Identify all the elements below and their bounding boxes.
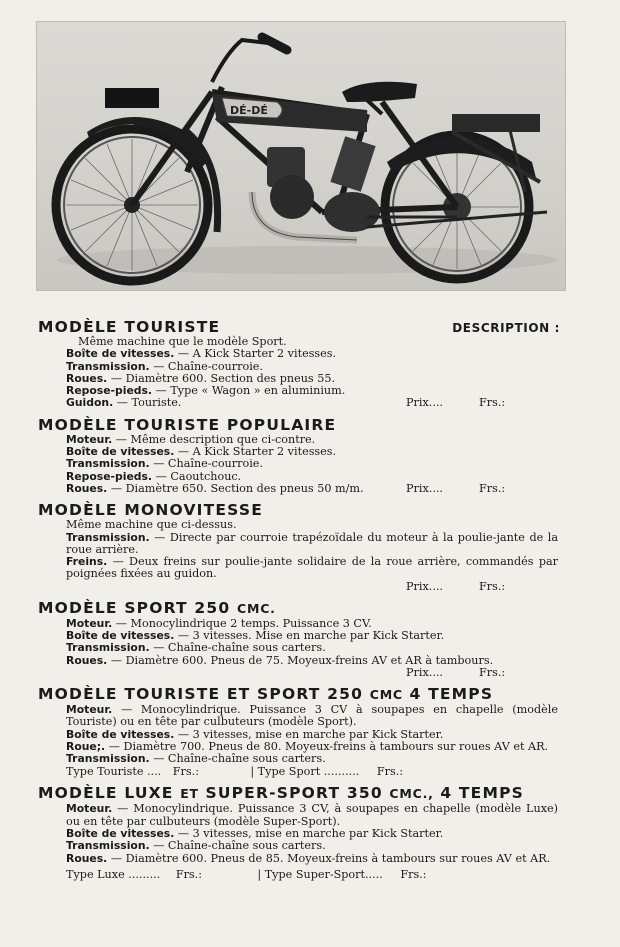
spec-line: Roues. — Diamètre 650. Section des pneus 50 m/m. Prix.... Frs.: [66,481,506,495]
spec-line: Boîte de vitesses. — 3 vitesses, mise en marche par Kick Starter. [66,727,444,741]
spec-line: Roues. — Diamètre 600. Pneus de 75. Moyeux-freins AV et AR à tambours. [66,653,494,667]
frs-label: Frs.: [172,765,199,779]
spec-line: Transmission. — Directe par courroie trapézoïdale du moteur à la poulie-jante de la roue arrière. [66,530,558,556]
model-populaire-title: MODÈLE TOURISTE POPULAIRE [38,415,337,434]
spec-line: Moteur. — Monocylindrique 2 temps. Puissance 3 CV. [66,616,372,630]
price-field: Prix.... Frs.: [406,481,506,495]
motorcycle-photo [36,21,566,291]
model-luxe-title: MODÈLE LUXE ET SUPER-SPORT 350 CMC., 4 TEMPS [38,784,525,803]
spec-line: Roues. — Diamètre 600. Section des pneus 55. [66,371,336,385]
spec-line: Repose-pieds. — Caoutchouc. [66,469,242,483]
spec-line: Transmission. — Chaîne-chaîne sous carters. [66,839,326,853]
spec-line: Roue;. — Diamètre 700. Pneus de 80. Moyeux-freins à tambours sur roues AV et AR. [66,739,549,753]
spec-line: Roues. — Diamètre 600. Pneus de 85. Moyeux-freins à tambours sur roues AV et AR. [66,851,551,865]
spec-line: Transmission. — Chaîne-chaîne sous carters. [66,752,326,766]
frs-label: Frs.: [175,867,202,881]
price-field: Prix.... Frs.: [406,665,506,679]
price-field: Prix.... Frs.: [406,396,506,410]
catalogue-text [38,318,564,881]
model-touriste-sport-title: MODÈLE TOURISTE ET SPORT 250 CMC 4 TEMPS [38,684,494,703]
spec-line: Moteur. — Monocylindrique. Puissance 3 CV à soupapes en chapelle (modèle Touriste) ou en tête par culbuteurs (modèle Sport). [66,702,558,729]
monovitesse-intro: Même machine que ci-dessus. [66,518,237,532]
spec-line: Transmission. — Chaîne-courroie. [66,359,263,373]
model-monovitesse-title: MODÈLE MONOVITESSE [38,501,263,520]
spec-line: Freins. — Deux freins sur poulie-jante solidaire de la roue arrière, commandés par poignées fixées au guidon. [66,555,559,581]
touriste-intro: Même machine que le modèle Sport. [78,335,287,348]
spec-line: Boîte de vitesses. — 3 vitesses, mise en marche par Kick Starter. [66,827,444,841]
spec-line: Guidon. — Touriste. Prix.... Frs.: [66,396,506,410]
spec-line: Boîte de vitesses. — 3 vitesses. Mise en marche par Kick Starter. [66,629,445,643]
type-price-row [38,765,564,778]
spec-line: Moteur. — Monocylindrique. Puissance 3 CV, à soupapes en chapelle (modèle Luxe) ou en tête par culbuteurs (modèle Super-Sport). [66,802,558,828]
price-field: Prix.... Frs.: [406,579,506,593]
tank-brand: DÉ-DÉ [230,104,268,117]
price-row [38,581,564,593]
frs-label: Frs.: [376,765,404,779]
model-touriste-title: MODÈLE TOURISTE DESCRIPTION : [38,318,560,336]
type-price-row [38,868,564,881]
spec-line: Transmission. — Chaîne-chaîne sous carters. [66,641,326,655]
description-label: DESCRIPTION : [452,321,560,335]
spec-line: Transmission. — Chaîne-courroie. [66,457,263,471]
price-row [38,667,564,679]
type-label: | Type Super-Sport..... [257,867,383,881]
motorcycle-illustration [37,22,565,290]
frs-label: Frs.: [400,867,427,881]
type-label: Type Touriste .... [66,765,162,779]
spec-line: Boîte de vitesses. — A Kick Starter 2 vitesses. [66,347,337,361]
spec-line: Repose-pieds. — Type « Wagon » en aluminium. [66,384,346,398]
type-label: | Type Sport .......... [250,765,360,779]
spec-line: Moteur. — Même description que ci-contre. [66,432,316,446]
spec-line: Boîte de vitesses. — A Kick Starter 2 vitesses. [66,445,337,459]
type-label: Type Luxe ......... [66,867,161,881]
model-sport-title: MODÈLE SPORT 250 CMC. [38,598,276,617]
